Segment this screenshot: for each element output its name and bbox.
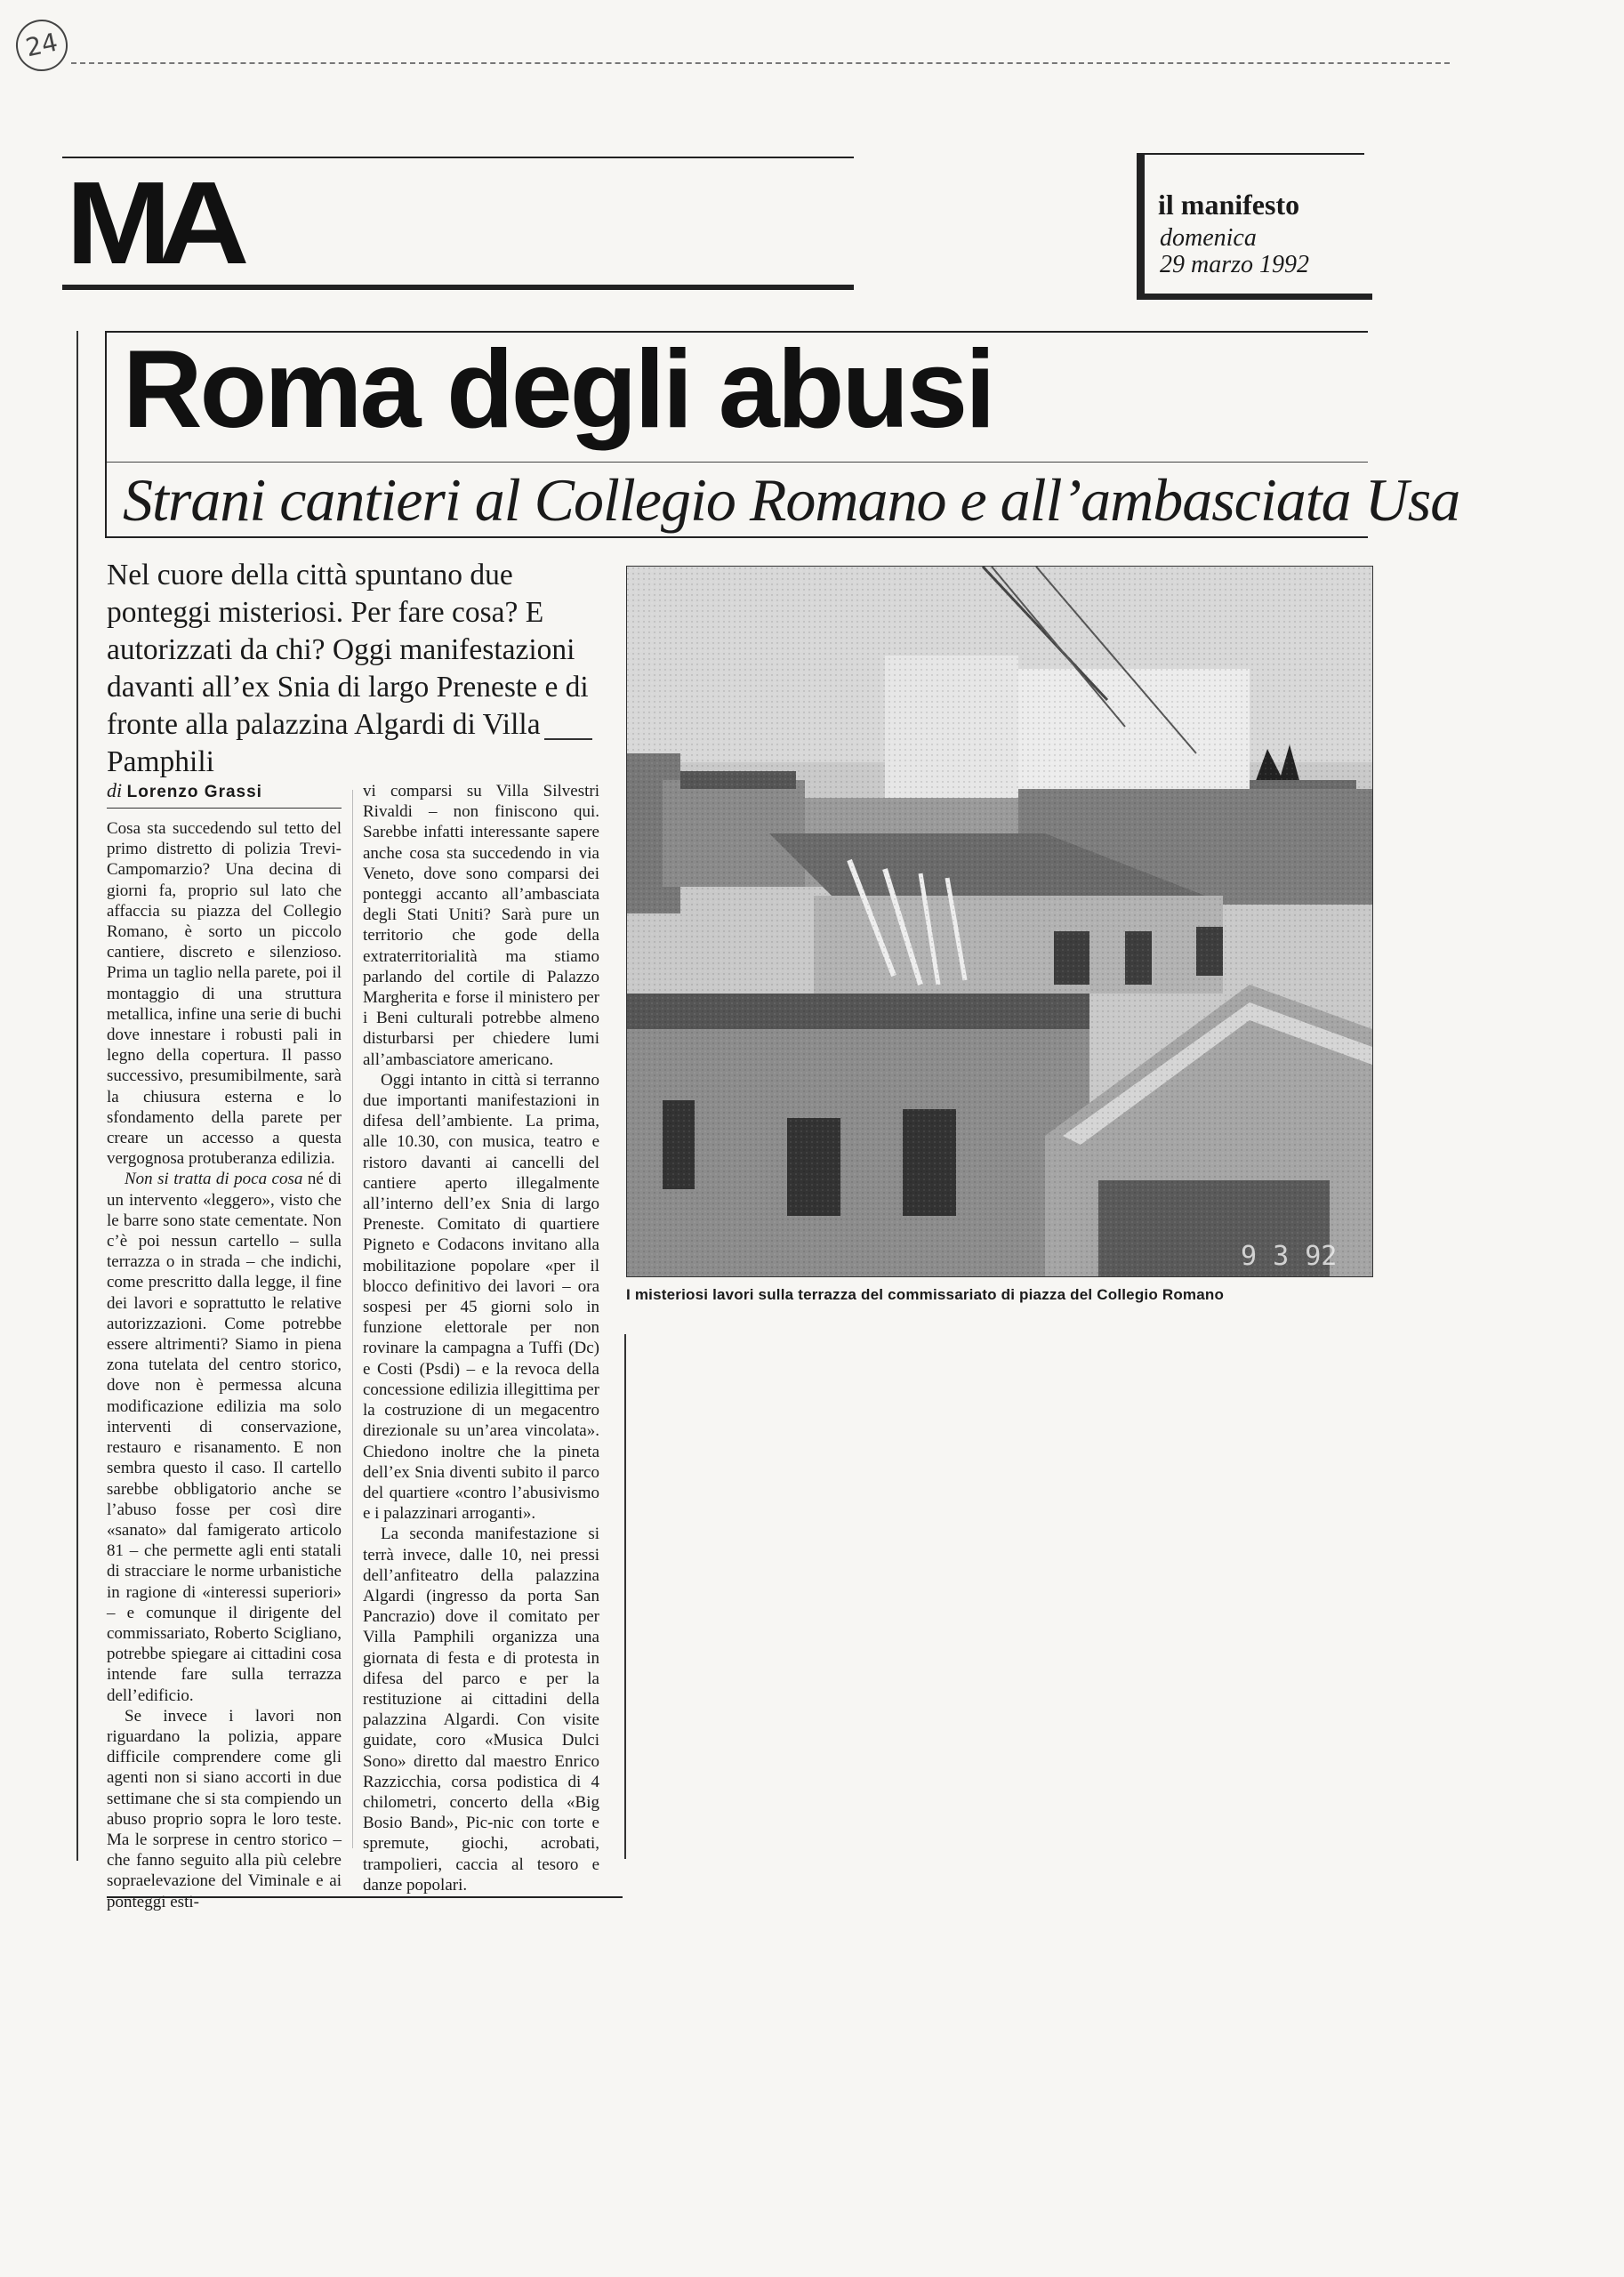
article-photo — [626, 566, 1373, 1277]
column1-paragraph-2-text: né di un intervento «leggero», visto che le barre sono state cementate. Non c’è poi nessun cartello – sulla terrazza o in strada – che indichi, come prescritto dalla legge, il fine dei lavori e soprattutto le relative autorizzazioni. Come potrebbe essere altrimenti? Siamo in piena zona tutelata del centro storico, dove non è permessa alcuna modificazione edilizia ma solo interventi di conservazione, restauro e risanamento. E non sembra questo il caso. Il cartello sarebbe obbligatorio anche se l’abuso fosse per così dire «sanato» dal famigerato articolo 81 – che permette agli enti statali di stracciare le norme urbanistiche in ragione di «interessi superiori» – e comunque il dirigente del commissariato, Roberto Scigliano, potrebbe spiegare ai cittadini cosa intende fare sulla terrazza dell’edificio. — [107, 1170, 342, 1705]
byline-prefix: di — [107, 779, 123, 801]
headline-frame-divider — [107, 462, 1368, 463]
page-number: 24 — [12, 15, 73, 76]
article-right-rule — [624, 1334, 626, 1859]
section-logo: MA — [66, 157, 237, 288]
column1-paragraph-2 — [107, 1169, 342, 1705]
rooftops-photo-illustration — [627, 567, 1372, 1276]
lead-paragraph: Nel cuore della città spuntano due ponteggi misteriosi. Per fare cosa? E autorizzati da chi? Oggi manifestazioni davanti all’ex Snia di largo Preneste e di fronte alla palazzina Algardi di Villa Pamphili — [107, 559, 589, 778]
byline — [107, 779, 262, 802]
subheadline: Strani cantieri al Collegio Romano e all’ambasciata Usa — [123, 466, 1460, 534]
section-rule-bottom — [62, 285, 854, 290]
article-left-rule — [76, 331, 78, 1861]
column-separator — [352, 790, 353, 1848]
article-column-2 — [363, 781, 599, 1895]
publication-day: domenica — [1160, 224, 1257, 252]
photo-date-stamp: 9 3 92 — [1241, 1241, 1338, 1272]
headline-frame-bottom — [105, 536, 1368, 538]
column1-paragraph-1: Cosa sta succedendo sul tetto del primo distretto di polizia Trevi-Campomarzio? Una decina di giorni fa, proprio sul lato che affaccia su piazza del Collegio Romano, è sorto un piccolo cantiere, discreto e silenzioso. Prima un taglio nella parete, poi il montaggio di una struttura metallica, infine una serie di buchi dove innestare i robusti pali in legno della copertura. Il passo successivo, presumibilmente, sarà la chiusura esterna e lo sfondamento della parete per creare un accesso a questa vergognosa protuberanza edilizia. — [107, 819, 342, 1169]
byline-rule — [107, 808, 342, 809]
article-column-1 — [107, 818, 342, 1912]
column2-paragraph-1: vi comparsi su Villa Silvestri Rivaldi – non finiscono qui. Sarebbe infatti interessante sapere anche cosa sta succedendo in via Veneto, dove sono comparsi dei ponteggi accanto all’ambasciata degli Stati Uniti? Sarà pure un territorio che gode della extraterritorialità ma stiamo parlando del cortile di Palazzo Margherita e forse il ministero per i Beni culturali potrebbe almeno disturbarsi per chiedere lumi all’ambasciatore americano. — [363, 782, 599, 1069]
top-dashed-rule — [71, 62, 1450, 64]
column2-paragraph-3: La seconda manifestazione si terrà invece, dalle 10, nei pressi dell’anfiteatro della palazzina Algardi (ingresso da porta San Pancrazio) dove il comitato per Villa Pamphili organizza una giornata di festa e di protesta in difesa del parco e per la restituzione ai cittadini della palazzina Algardi. Con visite guidate, coro «Musica Dulci Sono» diretto dal maestro Enrico Razzicchia, corsa podistica di 4 chilometri, concerto della «Big Bosio Band», Pic-nic con torte e spremute, giochi, acrobati, trampolieri, caccia al tesoro e danze popolari. — [363, 1525, 599, 1895]
headline-frame-left — [105, 331, 107, 537]
dateline-top-rule — [1137, 153, 1364, 155]
headline: Roma degli abusi — [123, 328, 993, 451]
publication-date: 29 marzo 1992 — [1160, 251, 1310, 278]
column1-paragraph-2-italic: Non si tratta di poca cosa — [125, 1170, 303, 1189]
byline-author: Lorenzo Grassi — [126, 783, 262, 801]
newspaper-name: il manifesto — [1158, 189, 1300, 221]
photo-caption: I misteriosi lavori sulla terrazza del commissariato di piazza del Collegio Romano — [626, 1286, 1225, 1303]
column1-paragraph-3: Se invece i lavori non riguardano la polizia, appare difficile comprendere come gli agenti non si siano accorti in due settimane che si sta compiendo un abuso proprio sopra le loro teste. Ma le sorprese in centro storico – che fanno seguito alla più celebre sopraelevazione del Viminale e ai ponteggi esti- — [107, 1706, 342, 1911]
article-bottom-rule — [107, 1896, 623, 1898]
column2-paragraph-2: Oggi intanto in città si terranno due importanti manifestazioni in difesa dell’ambiente. La prima, alle 10.30, con musica, teatro e ristoro davanti ai cancelli del cantiere aperto illegalmente all’interno dell’ex Snia di largo Preneste. Comitato di quartiere Pigneto e Codacons invitano alla mobilitazione popolare «per il blocco definitivo dei lavori – ora sospesi per 45 giorni solo in funzione elettorale per non rovinare la campagna a Tuffi (Dc) e Costi (Psdi) – e la revoca della concessione edilizia illegittima per la costruzione di un megacentro direzionale su un’area vincolata». Chiedono inoltre che la pineta dell’ex Snia diventi subito il parco del quartiere «contro l’abusivismo e i palazzinari arroganti». — [363, 1070, 599, 1524]
lead-end-rule — [544, 738, 592, 740]
